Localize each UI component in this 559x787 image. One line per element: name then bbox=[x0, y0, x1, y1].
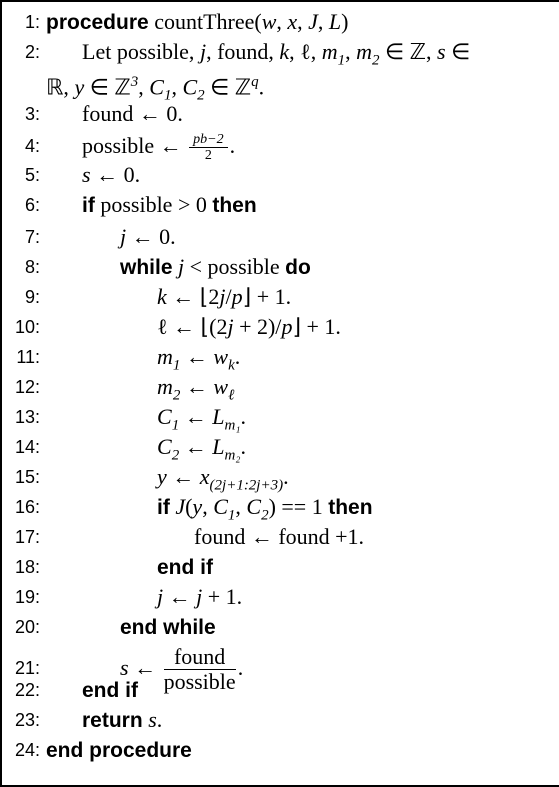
code-text: ← bbox=[128, 655, 162, 680]
line-code bbox=[46, 7, 349, 38]
math-variable: w bbox=[213, 374, 229, 399]
code-text: ← bbox=[163, 584, 197, 609]
subscript: m₁ bbox=[224, 417, 241, 434]
line-number: 23: bbox=[14, 710, 40, 730]
math-variable: m bbox=[356, 39, 372, 64]
code-text: ) == 1 bbox=[268, 494, 329, 519]
code-text: ) bbox=[341, 9, 349, 34]
subscript: 1 bbox=[163, 87, 172, 104]
math-variable: s bbox=[437, 39, 446, 64]
keyword: procedure bbox=[46, 11, 149, 34]
keyword: end procedure bbox=[46, 739, 192, 762]
denominator: 2 bbox=[204, 148, 212, 164]
line-number: 3: bbox=[24, 104, 40, 124]
line-number: 13: bbox=[14, 407, 40, 427]
code-text: . bbox=[156, 707, 163, 732]
math-variable: m bbox=[157, 344, 173, 369]
code-text: ← ⌊2 bbox=[166, 284, 220, 309]
line-code bbox=[82, 705, 162, 736]
subscript: 2 bbox=[197, 87, 205, 104]
math-variable: J bbox=[175, 494, 186, 519]
subscript: 1 bbox=[337, 52, 346, 69]
math-variable: s bbox=[120, 655, 129, 680]
code-text: . bbox=[237, 655, 244, 680]
code-text: , bbox=[317, 9, 329, 34]
line-code bbox=[82, 190, 257, 221]
code-text: countThree( bbox=[148, 9, 262, 34]
line-number: 9: bbox=[24, 287, 40, 307]
line-number: 12: bbox=[14, 377, 40, 397]
code-text: ← bbox=[179, 404, 213, 429]
math-variable: L bbox=[212, 404, 225, 429]
math-variable: j bbox=[199, 39, 207, 64]
math-variable: j bbox=[227, 314, 234, 339]
line-code bbox=[157, 582, 242, 612]
line-number: 10: bbox=[14, 317, 40, 337]
line-code bbox=[120, 612, 216, 643]
line-number: 18: bbox=[14, 557, 40, 577]
line-number: 24: bbox=[14, 740, 40, 760]
code-text: , bbox=[171, 74, 183, 100]
keyword: return bbox=[82, 709, 143, 732]
math-variable: w bbox=[261, 9, 277, 34]
math-variable: s bbox=[82, 162, 91, 187]
line-code bbox=[157, 282, 291, 312]
line-number: 2: bbox=[24, 42, 40, 62]
math-variable: k bbox=[157, 284, 167, 309]
math-variable: j bbox=[157, 584, 164, 609]
line-number: 22: bbox=[14, 680, 40, 700]
math-variable: L bbox=[328, 9, 342, 34]
code-text: . bbox=[258, 74, 265, 100]
numerator: pb−2 bbox=[189, 132, 227, 148]
line-code bbox=[120, 252, 311, 283]
line-number: 20: bbox=[14, 617, 40, 637]
line-number: 4: bbox=[24, 136, 40, 156]
code-text: ← bbox=[166, 464, 200, 489]
line-code bbox=[46, 735, 192, 766]
code-text: ( bbox=[185, 494, 193, 519]
code-text: , bbox=[345, 39, 357, 64]
code-text: ∈ ℤ bbox=[84, 74, 131, 100]
fraction bbox=[189, 132, 227, 164]
denominator: possible bbox=[163, 669, 236, 695]
code-text: ⌋ + 1. bbox=[292, 314, 341, 339]
line-number: 19: bbox=[14, 587, 40, 607]
keyword: do bbox=[285, 256, 311, 279]
line-number: 17: bbox=[14, 527, 40, 547]
fraction bbox=[164, 645, 236, 694]
line-number: 15: bbox=[14, 467, 40, 487]
superscript: q bbox=[251, 74, 259, 90]
code-text: found ← found +1. bbox=[194, 524, 365, 549]
line-number: 5: bbox=[24, 165, 40, 185]
math-variable: C bbox=[213, 494, 228, 519]
code-text: ℓ ← ⌊(2 bbox=[157, 314, 228, 339]
line-number: 14: bbox=[14, 437, 40, 457]
line-code bbox=[120, 222, 176, 252]
code-text: found ← 0. bbox=[82, 101, 183, 126]
math-variable: y bbox=[74, 74, 85, 100]
code-text: ∈ ℤ bbox=[204, 74, 252, 100]
math-variable: m bbox=[157, 374, 173, 399]
keyword: if bbox=[82, 194, 95, 217]
code-text: ← bbox=[179, 434, 213, 459]
line-code bbox=[120, 644, 243, 695]
math-variable: j bbox=[178, 254, 185, 279]
math-variable: j bbox=[120, 224, 127, 249]
subscript: 2 bbox=[371, 52, 380, 69]
numerator: found bbox=[164, 645, 236, 670]
code-text: + 2)/ bbox=[233, 314, 282, 339]
line-number: 11: bbox=[16, 347, 40, 367]
code-text: ← bbox=[180, 344, 214, 369]
code-text: ∈ bbox=[445, 39, 471, 64]
keyword: then bbox=[328, 496, 373, 519]
math-variable: C bbox=[182, 74, 198, 100]
subscript: 2 bbox=[261, 507, 269, 524]
keyword: end if bbox=[157, 556, 213, 579]
code-text: possible ← bbox=[82, 133, 188, 158]
math-variable: x bbox=[199, 464, 210, 489]
line-number: 16: bbox=[14, 497, 40, 517]
code-text: , bbox=[276, 9, 288, 34]
line-code bbox=[82, 130, 235, 164]
line-code bbox=[157, 312, 341, 342]
code-text: ← bbox=[180, 374, 214, 399]
keyword: then bbox=[212, 194, 257, 217]
line-code bbox=[82, 99, 183, 129]
math-variable: j bbox=[196, 584, 203, 609]
subscript: m₂ bbox=[224, 447, 241, 464]
subscript: 1 bbox=[227, 507, 236, 524]
subscript: 2 bbox=[171, 447, 180, 464]
code-text: , bbox=[235, 494, 247, 519]
code-text: , bbox=[202, 494, 214, 519]
code-text: . bbox=[283, 464, 289, 489]
math-variable: y bbox=[157, 464, 167, 489]
code-text: ← 0. bbox=[90, 162, 141, 187]
keyword: end if bbox=[82, 679, 138, 702]
code-text: possible > 0 bbox=[94, 192, 213, 217]
code-text: < possible bbox=[184, 254, 286, 279]
code-text: ← 0. bbox=[126, 224, 176, 249]
keyword: end while bbox=[120, 616, 216, 639]
math-variable: J bbox=[308, 9, 318, 34]
code-text: , bbox=[138, 74, 150, 100]
math-variable: C bbox=[149, 74, 164, 100]
math-variable: k bbox=[279, 39, 290, 64]
math-variable: y bbox=[192, 494, 203, 519]
subscript: 1 bbox=[172, 357, 181, 374]
code-text: , found, bbox=[206, 39, 280, 64]
code-text: Let possible, bbox=[82, 39, 200, 64]
line-number: 21: bbox=[14, 658, 40, 678]
math-variable: w bbox=[213, 344, 229, 369]
line-code bbox=[157, 552, 213, 583]
line-number: 8: bbox=[24, 257, 40, 277]
code-text: ⌋ + 1. bbox=[242, 284, 292, 309]
code-text: . bbox=[234, 344, 241, 369]
math-variable: C bbox=[246, 494, 262, 519]
code-text: ℝ, bbox=[46, 74, 75, 100]
math-variable: j bbox=[219, 284, 226, 309]
code-text: . bbox=[240, 404, 246, 429]
code-text: . bbox=[240, 434, 246, 459]
code-text: / bbox=[225, 284, 232, 309]
code-text: , bbox=[297, 9, 309, 34]
superscript: 3 bbox=[130, 74, 139, 90]
line-code bbox=[194, 522, 364, 552]
math-variable: C bbox=[157, 404, 172, 429]
code-text: ∈ ℤ, bbox=[379, 39, 438, 64]
code-text: . bbox=[229, 133, 236, 158]
line-number: 7: bbox=[24, 227, 40, 247]
keyword: if bbox=[157, 496, 170, 519]
line-code bbox=[82, 675, 138, 706]
subscript: ℓ bbox=[228, 387, 235, 404]
math-variable: m bbox=[321, 39, 338, 64]
keyword: while bbox=[120, 256, 173, 279]
math-variable: p bbox=[281, 314, 293, 339]
code-text: , ℓ, bbox=[289, 39, 322, 64]
line-number: 6: bbox=[24, 195, 40, 215]
math-variable: s bbox=[148, 707, 157, 732]
line-code bbox=[82, 160, 140, 190]
subscript: 2 bbox=[172, 387, 181, 404]
subscript: k bbox=[228, 357, 235, 374]
math-variable: x bbox=[287, 9, 298, 34]
math-variable: C bbox=[157, 434, 172, 459]
subscript: (2j+1:2j+3) bbox=[209, 477, 284, 494]
code-text: + 1. bbox=[202, 584, 243, 609]
math-variable: L bbox=[212, 434, 225, 459]
line-number: 1: bbox=[24, 12, 40, 32]
subscript: 1 bbox=[171, 417, 180, 434]
math-variable: p bbox=[231, 284, 243, 309]
